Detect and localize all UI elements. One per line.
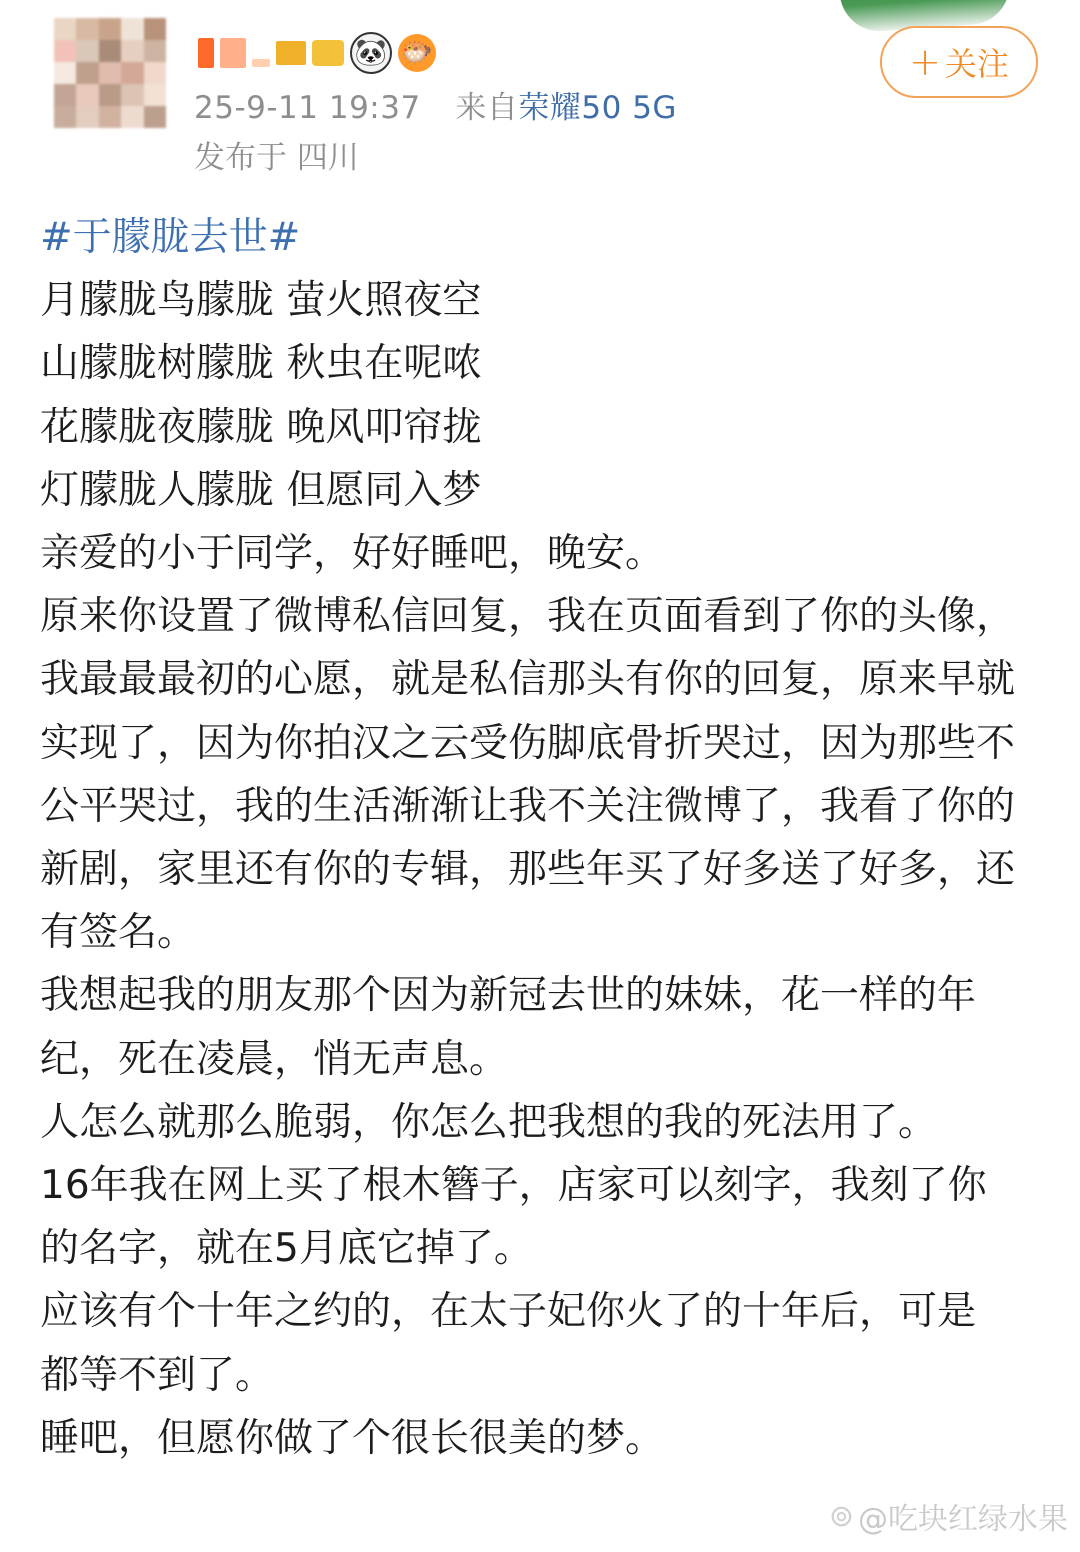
poem-line: 山朦胧树朦胧 秋虫在呢哝 — [40, 341, 482, 387]
post-location: 发布于 四川 — [194, 140, 359, 176]
post-body — [40, 206, 1020, 1470]
post-paragraph: 我想起我的朋友那个因为新冠去世的妹妹，花一样的年纪，死在凌晨，悄无声息。 — [40, 973, 977, 1082]
poem-line: 月朦胧鸟朦胧 萤火照夜空 — [40, 278, 482, 324]
pufferfish-icon: 🐡 — [398, 34, 436, 72]
username-row[interactable] — [198, 30, 436, 76]
poem-line: 灯朦胧人朦胧 但愿同入梦 — [40, 467, 482, 513]
follow-label: 关注 — [944, 45, 1009, 83]
post-paragraph: 人怎么就那么脆弱，你怎么把我想的我的死法用了。 — [40, 1099, 938, 1145]
plus-icon: + — [909, 40, 941, 84]
device-link[interactable]: 荣耀50 5G — [518, 90, 677, 126]
post-line: 亲爱的小于同学，好好睡吧，晚安。 — [40, 531, 665, 577]
post-paragraph: 睡吧，但愿你做了个很长很美的梦。 — [40, 1415, 665, 1461]
watermark-text: @吃块红绿水果 — [858, 1502, 1068, 1537]
obscured-name-part — [198, 38, 214, 68]
obscured-name-part — [220, 38, 246, 68]
post-timestamp: 25-9-11 19:37 — [194, 90, 421, 126]
source-prefix: 来自 — [455, 90, 519, 126]
avatar[interactable] — [54, 18, 166, 128]
post-paragraph: 16年我在网上买了根木簪子，店家可以刻字，我刻了你的名字，就在5月底它掉了。 — [40, 1163, 987, 1272]
post-meta — [194, 82, 677, 127]
hashtag-paragraph — [40, 206, 1020, 269]
watermark — [829, 1494, 1068, 1538]
obscured-name-part — [276, 41, 306, 65]
poem-line: 花朦胧夜朦胧 晚风叩帘拢 — [40, 404, 482, 450]
follow-button[interactable] — [880, 26, 1038, 98]
weibo-icon: ⊚ — [828, 1498, 854, 1534]
obscured-name-part — [312, 40, 344, 66]
post-paragraph: 应该有个十年之约的，在太子妃你火了的十年后，可是都等不到了。 — [40, 1289, 977, 1398]
hashtag-link[interactable]: #于朦胧去世# — [40, 215, 301, 260]
post-paragraph: 原来你设置了微博私信回复，我在页面看到了你的头像，我最最最初的心愿，就是私信那头有你的回复，原来早就实现了，因为你拍汉之云受伤脚底骨折哭过，因为那些不公平哭过，我的生活渐渐让我不关注微博了，我看了你的新剧，家里还有你的专辑，那些年买了好多送了好多，还有签名。 — [40, 594, 1016, 956]
panda-icon: 🐼 — [350, 32, 392, 74]
obscured-name-part — [252, 59, 270, 67]
